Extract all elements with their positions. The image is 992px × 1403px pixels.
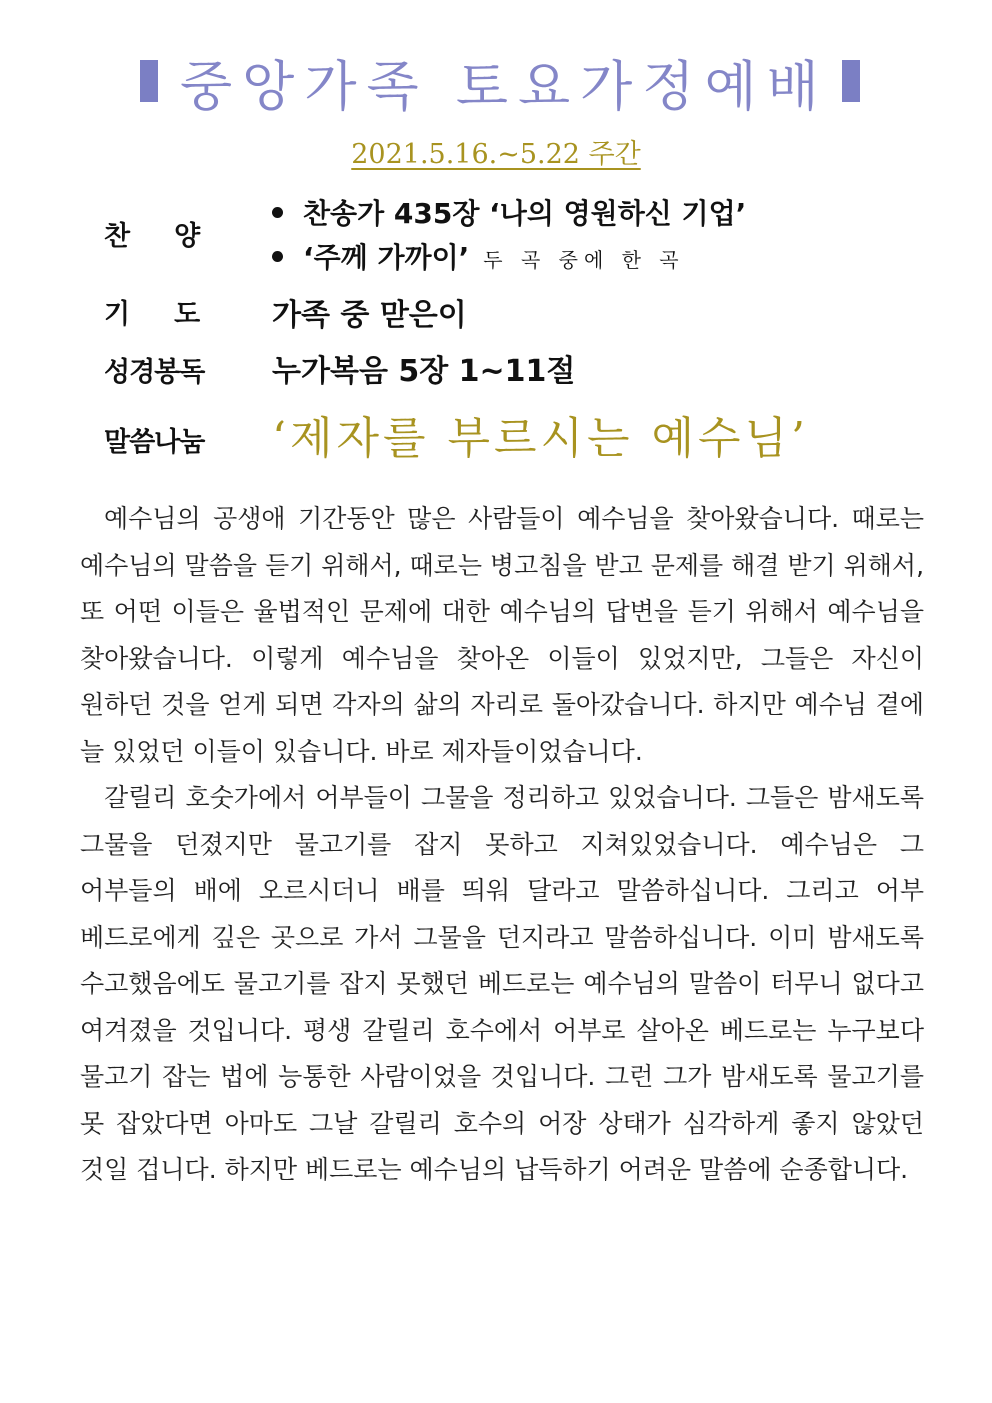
hymn-item-2-note: 두 곡 중에 한 곡 bbox=[483, 248, 685, 272]
hymn-item-2 bbox=[272, 236, 685, 276]
date-range-text: 2021.5.16.~5.22 주간 bbox=[351, 139, 641, 170]
title-row bbox=[0, 40, 992, 120]
hymn-item-1 bbox=[272, 192, 746, 232]
sermon-label: 말씀나눔 bbox=[104, 427, 205, 458]
prayer-label: 기도 bbox=[104, 299, 245, 330]
date-range bbox=[0, 132, 992, 171]
bullet-icon bbox=[272, 251, 283, 262]
hymn-item-1-text: 찬송가 435장 ‘나의 영원하신 기업’ bbox=[303, 197, 747, 230]
body-paragraph-1: 예수님의 공생애 기간동안 많은 사람들이 예수님을 찾아왔습니다. 때로는 예수님의 말씀을 듣기 위해서, 때로는 병고침을 받고 문제를 해결 받기 위해서, 또 어떤 이들은 율법적인 문제에 대한 예수님의 답변을 듣기 위해서 예수님을 찾아왔습니다. 이렇게 예수님을 찾아온 이들이 있었지만, 그들은 자신이 원하던 것을 얻게 되면 각자의 삶의 자리로 돌아갔습니다. 하지만 예수님 곁에 늘 있었던 이들이 있습니다. 바로 제자들이었습니다. bbox=[80, 504, 925, 766]
sermon-body bbox=[80, 496, 924, 1194]
body-paragraph-2: 갈릴리 호숫가에서 어부들이 그물을 정리하고 있었습니다. 그들은 밤새도록 그물을 던졌지만 물고기를 잡지 못하고 지쳐있었습니다. 예수님은 그 어부들의 배에 오르시더니 배를 띄워 달라고 말씀하십니다. 그리고 어부 베드로에게 깊은 곳으로 가서 그물을 던지라고 말씀하십니다. 이미 밤새도록 수고했음에도 물고기를 잡지 못했던 베드로는 예수님의 말씀이 터무니 없다고 여겨졌을 것입니다. 평생 갈릴리 호수에서 어부로 살아온 베드로는 누구보다 물고기 잡는 법에 능통한 사람이었을 것입니다. 그런 그가 밤새도록 물고기를 못 잡았다면 아마도 그날 갈릴리 호수의 어장 상태가 심각하게 좋지 않았던 것일 겁니다. 하지만 베드로는 예수님의 납득하기 어려운 말씀에 순종합니다. bbox=[80, 783, 924, 1184]
reading-label: 성경봉독 bbox=[104, 357, 205, 388]
bullet-icon bbox=[272, 207, 283, 218]
page-title: 중앙가족 토요가정예배 bbox=[180, 55, 829, 118]
sermon-title: ‘제자를 부르시는 예수님’ bbox=[272, 413, 809, 464]
prayer-value: 가족 중 맏은이 bbox=[272, 298, 467, 333]
hymn-item-2-text: ‘주께 가까이’ bbox=[303, 241, 470, 274]
title-bar-left bbox=[140, 60, 158, 102]
title-bar-right bbox=[842, 60, 860, 102]
hymn-label: 찬양 bbox=[104, 221, 245, 252]
reading-value: 누가복음 5장 1~11절 bbox=[272, 354, 576, 389]
